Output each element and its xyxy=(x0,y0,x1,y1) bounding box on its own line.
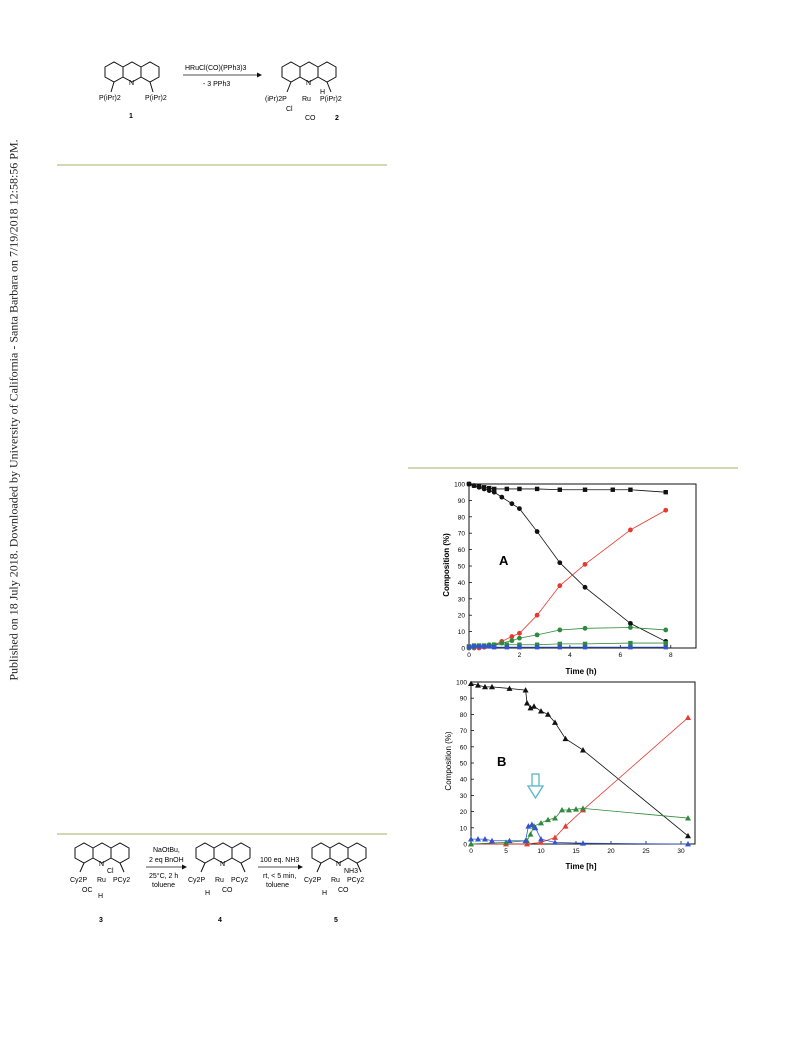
y-tick-label: 20 xyxy=(459,809,467,817)
data-point-square xyxy=(477,644,481,648)
data-point-circle xyxy=(467,482,472,487)
x-tick-label: 0 xyxy=(467,652,471,659)
data-point-triangle xyxy=(531,703,537,708)
complex-5-co: CO xyxy=(338,887,349,894)
data-point-square xyxy=(472,644,476,648)
data-point-square xyxy=(583,488,587,492)
chart-a-grid-layer xyxy=(454,482,696,660)
data-point-square xyxy=(583,645,587,649)
y-tick-label: 10 xyxy=(459,825,467,833)
data-point-circle xyxy=(517,631,522,636)
annotation-arrow-head xyxy=(528,786,543,798)
data-point-square xyxy=(664,490,668,494)
data-point-circle xyxy=(583,562,588,567)
chart-a-ylabel: Composition (%) xyxy=(442,533,451,597)
y-tick-label: 0 xyxy=(461,645,465,653)
complex-3-left-phosphine: Cy2P xyxy=(70,877,88,884)
data-point-triangle xyxy=(538,836,544,841)
complex-4-n-atom: N xyxy=(220,861,226,868)
data-point-circle xyxy=(492,490,497,495)
chart-a-panel-label: A xyxy=(499,553,509,568)
series-line xyxy=(471,718,688,844)
x-tick-label: 15 xyxy=(572,848,580,855)
data-point-square xyxy=(628,488,632,492)
x-tick-label: 25 xyxy=(642,848,650,855)
y-tick-label: 50 xyxy=(457,563,465,571)
data-point-square xyxy=(558,488,562,492)
data-point-square xyxy=(517,487,521,491)
scheme-1 xyxy=(95,50,380,130)
x-tick-label: 6 xyxy=(618,652,623,659)
data-point-square xyxy=(611,488,615,492)
chart-a xyxy=(425,478,715,678)
scheme-2 xyxy=(60,840,390,930)
y-tick-label: 100 xyxy=(456,679,467,687)
y-tick-label: 70 xyxy=(457,530,465,538)
data-point-square xyxy=(492,645,496,649)
data-point-circle xyxy=(535,529,540,534)
y-tick-label: 0 xyxy=(463,841,467,849)
data-point-triangle xyxy=(685,715,691,720)
complex-5-nh3: NH3 xyxy=(344,868,359,875)
complex-5-metal: Ru xyxy=(331,877,340,884)
divider-left-bottom xyxy=(57,833,387,835)
y-tick-label: 90 xyxy=(457,497,465,505)
complex-2-cl: Cl xyxy=(286,106,293,113)
x-tick-label: 10 xyxy=(537,848,545,855)
ligand-1-right-phosphine: P(iPr)2 xyxy=(145,95,167,102)
x-tick-label: 4 xyxy=(568,652,572,659)
data-point-circle xyxy=(663,628,668,633)
y-tick-label: 30 xyxy=(457,596,465,604)
reaction-3-reagent-line3: toluene xyxy=(266,882,289,889)
compound-label-4: 4 xyxy=(218,917,222,924)
y-tick-label: 50 xyxy=(459,760,467,768)
complex-3-right-phosphine: PCy2 xyxy=(113,877,131,884)
reaction-3-reagent-line1: 100 eq. NH3 xyxy=(260,857,300,864)
y-tick-label: 90 xyxy=(459,695,467,703)
data-point-circle xyxy=(557,560,562,565)
reaction-3-reagent-line2: rt, < 5 min, xyxy=(263,873,297,880)
complex-4-right-phosphine: PCy2 xyxy=(231,877,249,884)
reaction-2-reagent-line1: NaOtBu, xyxy=(153,847,180,854)
data-point-circle xyxy=(663,508,668,513)
complex-2-h: H xyxy=(320,89,326,96)
data-point-triangle xyxy=(468,681,474,686)
ligand-1-structure xyxy=(105,62,159,92)
complex-2-structure xyxy=(282,62,336,92)
reaction-2-reagent-line3: 25°C, 2 h xyxy=(149,873,179,880)
data-point-triangle xyxy=(563,736,569,741)
data-point-square xyxy=(628,645,632,649)
complex-5-h: H xyxy=(322,890,328,897)
data-point-circle xyxy=(517,506,522,511)
y-tick-label: 20 xyxy=(457,612,465,620)
y-tick-label: 40 xyxy=(457,579,465,587)
data-point-square xyxy=(487,644,491,648)
complex-4-left-phosphine: Cy2P xyxy=(188,877,206,884)
compound-label-3: 3 xyxy=(99,917,103,924)
series-line xyxy=(469,510,666,648)
y-tick-label: 60 xyxy=(457,547,465,555)
data-point-circle xyxy=(583,626,588,631)
x-tick-label: 20 xyxy=(607,848,615,855)
data-point-triangle xyxy=(528,831,534,836)
data-point-circle xyxy=(472,483,477,488)
complex-4-h: H xyxy=(205,890,211,897)
data-point-square xyxy=(505,487,509,491)
y-tick-label: 40 xyxy=(459,776,467,784)
data-point-circle xyxy=(487,488,492,493)
y-tick-label: 30 xyxy=(459,792,467,800)
complex-5-n-atom: N xyxy=(336,861,342,868)
y-tick-label: 70 xyxy=(459,728,467,736)
data-point-square xyxy=(535,487,539,491)
complex-2-left-phosphine: (iPr)2P xyxy=(265,96,287,103)
complex-2-co: CO xyxy=(305,115,316,122)
data-point-circle xyxy=(628,625,633,630)
x-tick-label: 8 xyxy=(668,652,673,659)
data-point-circle xyxy=(557,583,562,588)
y-tick-label: 100 xyxy=(454,481,465,489)
complex-4-co: CO xyxy=(222,887,233,894)
data-point-square xyxy=(482,644,486,648)
download-notice-sidebar xyxy=(4,139,24,681)
complex-4-metal: Ru xyxy=(215,877,224,884)
series-line xyxy=(469,646,666,647)
data-point-circle xyxy=(477,485,482,490)
reaction-2-reagent-line2: 2 eq BnOH xyxy=(149,857,184,864)
compound-label-2: 2 xyxy=(335,115,339,122)
annotation-arrow-shaft xyxy=(532,774,539,786)
data-point-circle xyxy=(509,501,514,506)
complex-3-cl: Cl xyxy=(107,868,114,875)
data-point-triangle xyxy=(545,711,551,716)
reaction-3-arrowhead xyxy=(298,865,303,870)
data-point-triangle xyxy=(538,708,544,713)
y-tick-label: 80 xyxy=(457,514,465,522)
x-tick-label: 2 xyxy=(517,652,522,659)
data-point-circle xyxy=(509,638,514,643)
complex-3-metal: Ru xyxy=(97,877,106,884)
data-point-circle xyxy=(499,495,504,500)
y-tick-label: 80 xyxy=(459,711,467,719)
divider-right-top xyxy=(408,467,738,469)
reaction-1-arrowhead xyxy=(257,73,262,78)
data-point-circle xyxy=(509,634,514,639)
reaction-2-arrowhead xyxy=(182,865,187,870)
complex-5-left-phosphine: Cy2P xyxy=(304,877,322,884)
chart-b-xlabel: Time [h] xyxy=(565,862,597,871)
complex-2-metal: Ru xyxy=(302,96,311,103)
series-line xyxy=(471,825,688,844)
complex-2-n-atom: N xyxy=(306,80,312,87)
chart-b-ylabel: Composition (%) xyxy=(444,731,453,791)
data-point-circle xyxy=(583,585,588,590)
data-point-circle xyxy=(482,487,487,492)
data-point-circle xyxy=(628,528,633,533)
x-tick-label: 5 xyxy=(504,848,508,855)
data-point-circle xyxy=(535,613,540,618)
chart-a-xlabel: Time (h) xyxy=(565,667,597,676)
data-point-square xyxy=(664,641,668,645)
data-point-circle xyxy=(557,628,562,633)
data-point-triangle xyxy=(524,700,530,705)
data-point-triangle xyxy=(538,820,544,825)
data-point-square xyxy=(505,645,509,649)
complex-5-right-phosphine: PCy2 xyxy=(347,877,365,884)
data-point-circle xyxy=(517,636,522,641)
x-tick-label: 0 xyxy=(469,848,473,855)
chart-b-panel-label: B xyxy=(497,754,507,769)
reaction-1-reagent: HRuCl(CO)(PPh3)3 xyxy=(185,65,247,72)
reaction-2-reagent-line4: toluene xyxy=(152,882,175,889)
y-tick-label: 60 xyxy=(459,744,467,752)
data-point-square xyxy=(558,645,562,649)
data-point-square xyxy=(467,645,471,649)
compound-label-5: 5 xyxy=(334,917,338,924)
complex-3-co: OC xyxy=(82,887,93,894)
download-notice-text: Published on 18 July 2018. Downloaded by University of California - Santa Barbara on 7/19/2018 12:58:56 PM. xyxy=(6,139,21,681)
data-point-square xyxy=(628,641,632,645)
chart-b-grid-layer xyxy=(456,680,695,856)
complex-3-h: H xyxy=(98,893,104,900)
x-tick-label: 30 xyxy=(677,848,685,855)
ligand-1-n-atom: N xyxy=(129,80,135,87)
y-tick-label: 10 xyxy=(457,629,465,637)
reaction-1-byproduct: - 3 PPh3 xyxy=(203,81,231,88)
data-point-circle xyxy=(628,621,633,626)
divider-left-top xyxy=(57,164,387,166)
data-point-square xyxy=(535,645,539,649)
complex-2-right-phosphine: P(iPr)2 xyxy=(320,96,342,103)
complex-3-n-atom: N xyxy=(99,861,105,868)
series-line xyxy=(469,484,666,492)
chart-b xyxy=(425,676,715,872)
data-point-triangle xyxy=(580,747,586,752)
chart-b-arrow-annotation xyxy=(528,774,543,798)
compound-label-1: 1 xyxy=(129,113,133,120)
data-point-circle xyxy=(535,632,540,637)
data-point-square xyxy=(664,645,668,649)
chart-a-series-layer xyxy=(467,482,669,651)
ligand-1-left-phosphine: P(iPr)2 xyxy=(99,95,121,102)
data-point-square xyxy=(517,645,521,649)
